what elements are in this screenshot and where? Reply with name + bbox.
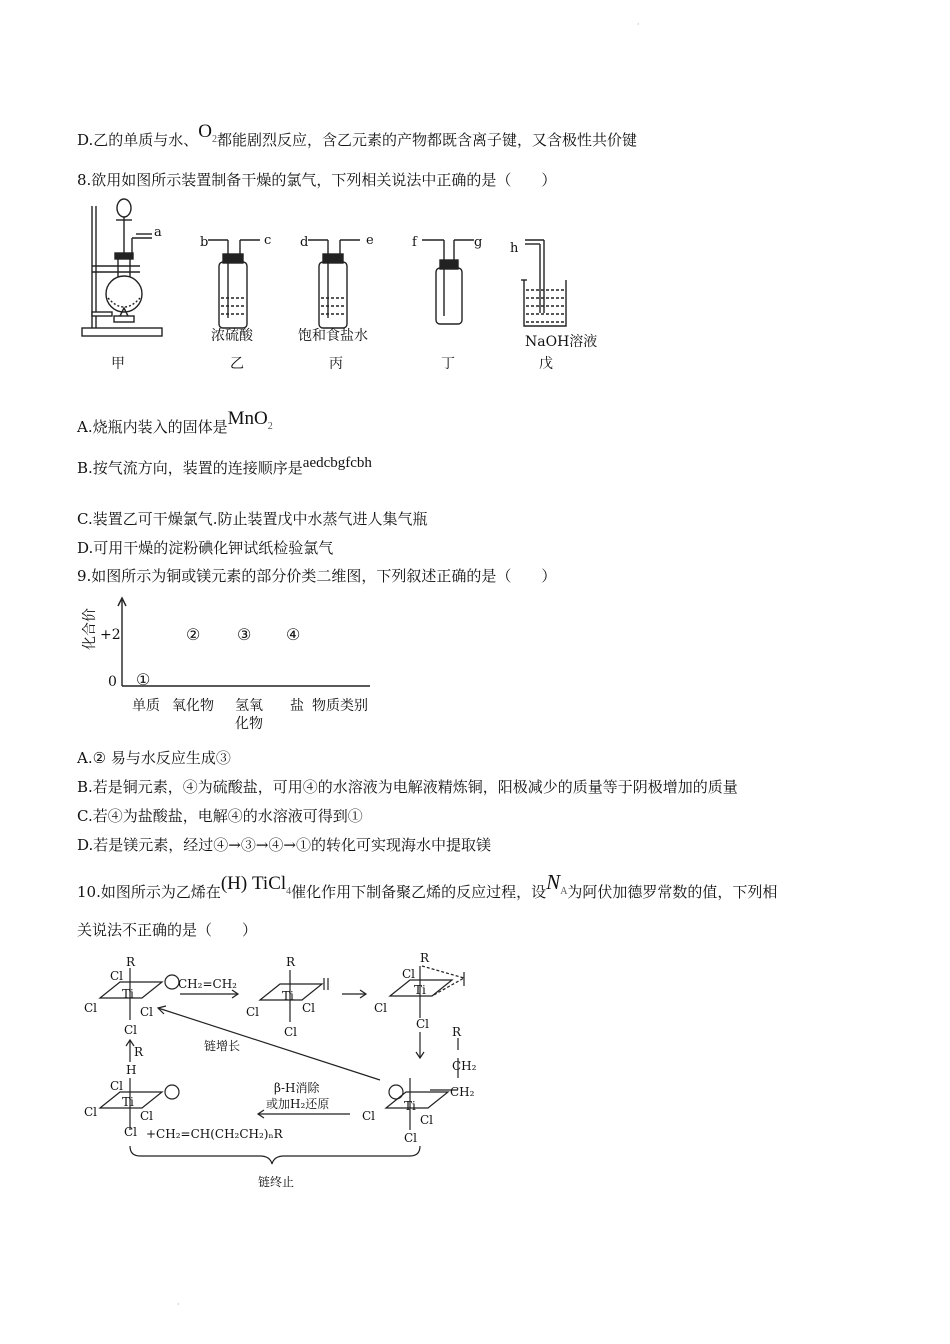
q8-option-a (77, 408, 273, 445)
label-Cl: Cl (140, 1109, 154, 1123)
reagent-conc-h2so4: 浓硫酸 (211, 328, 253, 344)
label-chain-growth: 链增长 (204, 1039, 241, 1053)
label-CH2: CH₂ (450, 1085, 475, 1099)
label-R: R (286, 955, 296, 969)
formula-text: N (546, 870, 561, 894)
port-a: a (154, 225, 162, 240)
formula-sub: 2 (267, 421, 273, 432)
y-tick-0: 0 (108, 674, 117, 690)
formula-o2 (198, 121, 217, 145)
label-Ti: Ti (404, 1099, 416, 1113)
q9-option-d: D.若是镁元素，经过④→③→④→①的转化可实现海水中提取镁 (77, 836, 491, 854)
point-1: ① (136, 670, 151, 689)
port-e: e (366, 233, 374, 248)
text: 都能剧烈反应，含乙元素的产物都既含离子键，又含极性共价键 (217, 131, 638, 149)
q8-option-b (77, 455, 372, 479)
x-cat-oxide: 氧化物 (172, 698, 214, 714)
label-product: +CH₂=CH(CH₂CH₂)ₙR (146, 1127, 283, 1141)
q8-option-d: D.可用干燥的淀粉碘化钾试纸检验氯气 (77, 539, 334, 557)
q10-stem-line2: 关说法不正确的是（ ） (77, 921, 258, 939)
y-axis-label: 化合价 (82, 608, 98, 650)
text: D.乙的单质与水、 (77, 131, 199, 149)
label-Cl: Cl (110, 1079, 124, 1093)
label-Ti: Ti (122, 987, 134, 1001)
q9-option-b: B.若是铜元素，④为硫酸盐，可用④的水溶液为电解液精炼铜，阳极减少的质量等于阴极增加的质量 (77, 778, 738, 796)
label-Cl: Cl (124, 1023, 138, 1037)
formula-sequence: aedcbgfcbh (302, 455, 372, 471)
q9-option-c: C.若④为盐酸盐，电解④的水溶液可得到① (77, 807, 363, 825)
label-H: H (126, 1063, 137, 1077)
label-Cl: Cl (420, 1113, 434, 1127)
apparatus-ding: 丁 (441, 356, 455, 372)
label-Cl: Cl (404, 1131, 418, 1145)
formula-text: O (198, 121, 212, 142)
x-cat-hydroxide-2: 化物 (235, 716, 263, 732)
label-Cl: Cl (362, 1109, 376, 1123)
q10-stem-line1 (77, 870, 778, 910)
formula-hticl4 (220, 873, 292, 897)
apparatus-wu: 戊 (539, 356, 553, 372)
label-R: R (420, 951, 430, 965)
point-3: ③ (237, 625, 252, 644)
q9-option-a: A.② 易与水反应生成③ (77, 749, 231, 767)
label-Cl: Cl (140, 1005, 154, 1019)
label-CH2: CH₂ (452, 1059, 477, 1073)
text: 为阿伏加德罗常数的值，下列相 (567, 883, 778, 901)
q8-stem: 8.欲用如图所示装置制备干燥的氯气，下列相关说法中正确的是（ ） (77, 171, 557, 189)
q10-mechanism-diagram (80, 950, 500, 1200)
port-f: f (412, 235, 417, 250)
x-axis-label: 物质类别 (312, 698, 368, 714)
text: A.烧瓶内装入的固体是 (77, 418, 228, 436)
label-chain-end: 链终止 (258, 1175, 295, 1189)
label-or-h2: 或加H₂还原 (266, 1097, 330, 1111)
apparatus-jia: 甲 (111, 356, 125, 372)
label-Cl: Cl (246, 1005, 260, 1019)
formula-na (546, 870, 568, 897)
formula-sub: 4 (286, 886, 292, 897)
label-beta-h: β-H消除 (274, 1081, 320, 1095)
port-g: g (474, 235, 483, 250)
label-Cl: Cl (84, 1001, 98, 1015)
formula-mno2 (227, 408, 273, 432)
formula-sub: A (560, 886, 568, 897)
x-cat-salt: 盐 (290, 698, 304, 714)
label-Cl: Cl (284, 1025, 298, 1039)
label-Cl: Cl (416, 1017, 430, 1031)
label-R: R (134, 1045, 144, 1059)
y-tick-plus2: +2 (100, 627, 121, 643)
port-b: b (200, 235, 209, 250)
port-h: h (510, 241, 519, 256)
label-Ti: Ti (122, 1095, 134, 1109)
apparatus-bing: 丙 (329, 356, 343, 372)
q9-stem: 9.如图所示为铜或镁元素的部分价类二维图，下列叙述正确的是（ ） (77, 567, 557, 585)
text: 催化作用下制备聚乙烯的反应过程，设 (291, 883, 547, 901)
label-Ti: Ti (282, 989, 294, 1003)
text: B.按气流方向，装置的连接顺序是 (77, 459, 303, 477)
port-d: d (300, 235, 309, 250)
q8-option-c: C.装置乙可干燥氯气.防止装置戊中水蒸气进人集气瓶 (77, 510, 428, 528)
q8-apparatus-figure (78, 198, 608, 376)
label-R: R (126, 955, 136, 969)
label-Cl: Cl (374, 1001, 388, 1015)
formula-text: MnO (227, 408, 268, 429)
x-cat-element: 单质 (132, 698, 160, 714)
page-dot: · (637, 20, 640, 29)
page-dot: · (177, 1300, 180, 1309)
q9-valence-chart (80, 594, 390, 736)
text: 10.如图所示为乙烯在 (77, 883, 221, 901)
label-ethylene: CH₂=CH₂ (178, 977, 237, 991)
formula-sub: 2 (212, 134, 217, 145)
label-Cl: Cl (110, 969, 124, 983)
label-Cl: Cl (302, 1001, 316, 1015)
q7-option-d (77, 121, 638, 158)
label-Ti: Ti (414, 983, 426, 997)
label-Cl: Cl (84, 1105, 98, 1119)
point-4: ④ (286, 625, 301, 644)
x-cat-hydroxide-1: 氢氧 (235, 698, 263, 714)
label-Cl: Cl (124, 1125, 138, 1139)
formula-text: (H) TiCl (220, 873, 287, 894)
apparatus-yi: 乙 (230, 356, 244, 372)
reagent-naoh: NaOH溶液 (525, 334, 598, 350)
reagent-brine: 饱和食盐水 (298, 328, 368, 344)
label-R: R (452, 1025, 462, 1039)
point-2: ② (186, 625, 201, 644)
label-Cl: Cl (402, 967, 416, 981)
port-c: c (264, 233, 272, 248)
